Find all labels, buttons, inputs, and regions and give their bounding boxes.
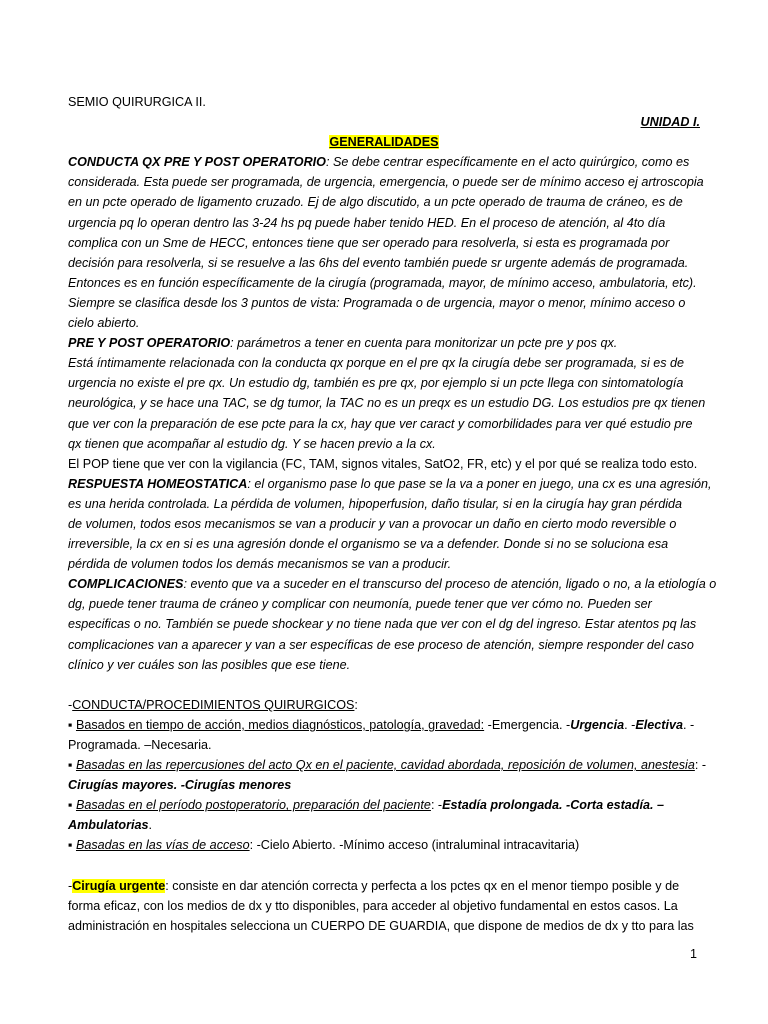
bullet-icon: ▪ bbox=[68, 838, 73, 853]
list-item bbox=[68, 795, 700, 815]
paragraph-line: en un pcte operado de ligamento cruzado. Ej de algo discutido, a un pcte operado de trauma de cráneo, es de bbox=[68, 195, 683, 210]
paragraph-line: Está íntimamente relacionada con la conducta qx porque en el pre qx la cirugía debe ser programada, si es de bbox=[68, 356, 685, 371]
paragraph-text: : Se debe centrar específicamente en el acto quirúrgico, como es bbox=[325, 155, 690, 170]
unit-label: UNIDAD I. bbox=[640, 115, 700, 130]
paragraph-line: complicaciones van a aparecer y van a ser específicas de ese proceso de atención, siempre responder del caso bbox=[68, 637, 694, 652]
paragraph-line: que ver con la preparación de ese pcte para la cx, hay que ver caract y comorbilidades para ver qué estudio pre bbox=[68, 416, 693, 431]
list-title bbox=[68, 695, 700, 715]
list-text: : -Cielo Abierto. -Mínimo acceso (intraluminal intracavitaria) bbox=[249, 838, 580, 853]
paragraph-line bbox=[68, 152, 700, 172]
paragraph-text: : el organismo pase lo que pase se la va a poner en juego, una cx es una agresión, bbox=[247, 476, 712, 491]
page-number: 1 bbox=[690, 947, 698, 961]
list-title-suffix: : bbox=[354, 697, 358, 712]
paragraph-line: forma eficaz, con los medios de dx y tto disponibles, para acceder al objetivo fundamental en estos casos. La bbox=[68, 898, 678, 913]
paragraph-line: decisión para resolverla, si se resuelve a las 6hs del evento también puede sr urgente además de programada. bbox=[68, 255, 689, 270]
bullet-icon: ▪ bbox=[68, 798, 73, 813]
paragraph-text: : consiste en dar atención correcta y perfecta a los pctes qx en el menor tiempo posible y de bbox=[165, 878, 680, 893]
document-body bbox=[68, 92, 717, 936]
paragraph-line: Entonces es en función específicamente de la cirugía (programada, mayor, de mínimo acceso, ambulatoria, etc). bbox=[68, 275, 697, 290]
paragraph-line: qx tienen que acompañar al estudio dg. Y se hacen previo a la cx. bbox=[68, 436, 436, 451]
list-text: . - bbox=[682, 717, 695, 732]
paragraph-lead: COMPLICACIONES bbox=[68, 577, 184, 592]
spacer bbox=[68, 675, 700, 695]
paragraph-prefix: - bbox=[68, 878, 73, 893]
list-bold: Urgencia bbox=[570, 717, 625, 732]
paragraph-line: neurológica, y se hace una TAC, se dg tumor, la TAC no es un preqx es un estudio DG. Los estudios pre qx tienen bbox=[68, 396, 706, 411]
paragraph-line: urgencia no existe el pre qx. Un estudio dg, también es pre qx, por ejemplo si un pcte llega con sintomatología bbox=[68, 376, 684, 391]
list-bold: Ambulatorias bbox=[68, 818, 149, 833]
list-bold: Estadía prolongada. -Corta estadía. – bbox=[442, 798, 664, 813]
list-item-continuation: Programada. –Necesaria. bbox=[68, 738, 212, 752]
paragraph-line: de volumen, todos esos mecanismos se van a producir y van a provocar un daño en cierto modo reversible o bbox=[68, 516, 677, 531]
list-item-continuation bbox=[68, 815, 700, 835]
paragraph-line: pérdida de volumen todos los demás mecanismos se van a producir. bbox=[68, 557, 452, 572]
paragraph-line: administración en hospitales selecciona un CUERPO DE GUARDIA, que dispone de medios de dx y tto para las bbox=[68, 918, 694, 933]
list-title-text: CONDUCTA/PROCEDIMIENTOS QUIRURGICOS bbox=[72, 697, 355, 712]
paragraph-line bbox=[68, 333, 700, 353]
bullet-icon: ▪ bbox=[68, 758, 73, 773]
paragraph-text: : parámetros a tener en cuenta para monitorizar un pcte pre y pos qx. bbox=[230, 336, 618, 351]
paragraph-lead: RESPUESTA HOMEOSTATICA bbox=[68, 476, 248, 491]
paragraph-line: clínico y ver cuáles son las posibles que ese tiene. bbox=[68, 657, 351, 672]
list-text: : - bbox=[694, 758, 707, 773]
list-item bbox=[68, 755, 707, 775]
paragraph-line bbox=[68, 574, 717, 594]
list-text: -Emergencia. - bbox=[484, 717, 571, 732]
section-title: GENERALIDADES bbox=[329, 135, 439, 150]
list-criterion: Basados en tiempo de acción, medios diagnósticos, patología, gravedad: bbox=[75, 717, 485, 732]
paragraph-line: es una herida controlada. La pérdida de volumen, hipoperfusion, daño tisular, si en la cirugía hay gran pérdida bbox=[68, 496, 683, 511]
paragraph-lead: CONDUCTA QX PRE Y POST OPERATORIO bbox=[68, 155, 326, 170]
list-criterion: Basadas en las vías de acceso bbox=[75, 838, 250, 853]
paragraph-line: dg, puede tener trauma de cráneo y complicar con neumonía, puede tener que ver cómo no. Pueden ser bbox=[68, 597, 652, 612]
paragraph-lead: Cirugía urgente bbox=[72, 878, 166, 893]
list-item bbox=[68, 715, 700, 735]
list-title-prefix: - bbox=[68, 697, 73, 712]
paragraph-line: cielo abierto. bbox=[68, 316, 140, 331]
paragraph-line: complica con un Sme de HECC, entonces tiene que ser operado para resolverla, si esta es programada por bbox=[68, 235, 670, 250]
course-title: SEMIO QUIRURGICA II. bbox=[68, 95, 206, 109]
paragraph-line bbox=[68, 876, 700, 896]
list-item bbox=[68, 835, 700, 855]
spacer bbox=[68, 856, 700, 876]
list-bold: Electiva bbox=[635, 717, 683, 732]
paragraph-line: El POP tiene que ver con la vigilancia (FC, TAM, signos vitales, SatO2, FR, etc) y el por qué se realiza todo esto. bbox=[68, 456, 698, 471]
paragraph-text: : evento que va a suceder en el transcurso del proceso de atención, ligado o no, a la etiología o bbox=[183, 577, 717, 592]
paragraph-line: irreversible, la cx en si es una agresión donde el organismo se va a defender. Donde si no se soluciona esa bbox=[68, 537, 669, 552]
bullet-icon: ▪ bbox=[68, 717, 73, 732]
paragraph-line: considerada. Esta puede ser programada, de urgencia, emergencia, o puede ser de mínimo acceso ej artroscopia bbox=[68, 175, 704, 190]
list-criterion: Basadas en el período postoperatorio, preparación del paciente bbox=[75, 798, 431, 813]
list-text: . bbox=[148, 818, 152, 833]
unit-heading bbox=[68, 112, 700, 132]
list-item-continuation: Cirugías mayores. -Cirugías menores bbox=[68, 778, 292, 793]
paragraph-line: urgencia pq lo operan dentro las 3-24 hs pq puede haber tenido HED. En el proceso de atención, al 4to día bbox=[68, 215, 666, 230]
list-text: : - bbox=[430, 798, 443, 813]
list-text: . - bbox=[624, 717, 636, 732]
paragraph-lead: PRE Y POST OPERATORIO bbox=[68, 336, 231, 351]
paragraph-line: Siempre se clasifica desde los 3 puntos de vista: Programada o de urgencia, mayor o menor, mínimo acceso o bbox=[68, 295, 686, 310]
section-heading bbox=[68, 132, 700, 152]
paragraph-line: especificas o no. También se puede shockear y no tiene nada que ver con el dg del ingreso. Estar atentos pq las bbox=[68, 617, 697, 632]
paragraph-line bbox=[68, 474, 712, 494]
list-criterion: Basadas en las repercusiones del acto Qx en el paciente, cavidad abordada, reposición de volumen, anestesia bbox=[75, 758, 695, 773]
